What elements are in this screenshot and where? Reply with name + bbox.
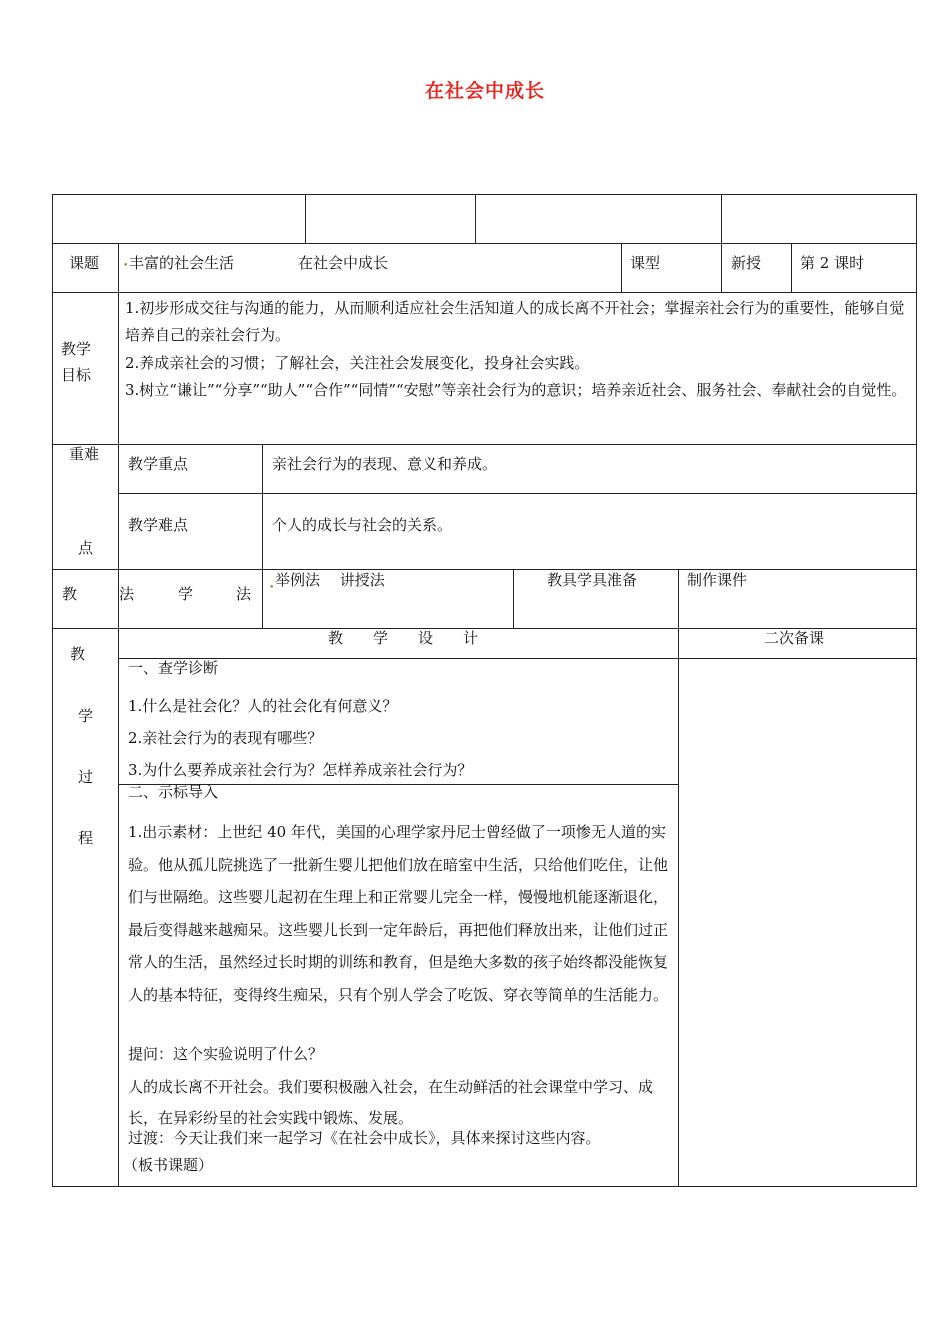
section1-item-2: 2.亲社会行为的表现有哪些？	[128, 729, 323, 747]
key-points-label-bottom: 点	[78, 539, 94, 557]
col-divider	[791, 243, 792, 292]
process-label-1: 教	[70, 645, 86, 663]
difficulty-text: 个人的成长与社会的关系。	[272, 516, 453, 534]
col-divider	[118, 243, 119, 1187]
col-divider	[262, 444, 263, 628]
focus-text: 亲社会行为的表现、意义和养成。	[272, 455, 498, 473]
section1-title: 一、查学诊断	[128, 659, 219, 677]
key-points-label-top: 重难	[69, 445, 100, 463]
row-divider	[118, 493, 916, 494]
col-divider	[513, 569, 514, 628]
process-label-4: 程	[78, 829, 94, 847]
col-divider	[475, 195, 476, 243]
tools-value: 制作课件	[687, 571, 748, 589]
lesson-name: 在社会中成长	[298, 254, 389, 272]
methods-label-2: 法	[119, 585, 135, 603]
objective-2: 2.养成亲社会的习惯；了解社会，关注社会发展变化，投身社会实践。	[125, 354, 590, 372]
objectives-label: 教学目标	[61, 340, 92, 384]
objective-3: 3.树立“谦让”“分享”“助人”“合作”“同情”“安慰”等亲社会行为的意识；培养亲近社会、服务社会、奉献社会的自觉性。	[125, 381, 907, 399]
section2-title: 二、示标导入	[128, 783, 219, 801]
methods-label-3: 学	[178, 585, 194, 603]
design-header: 教 学 设 计	[328, 629, 479, 647]
answer: 人的成长离不开社会。我们要积极融入社会，在生动鲜活的社会课堂中学习、成长，在异彩纷呈的社会实践中锻炼、发展。	[128, 1078, 654, 1127]
methods-label-4: 法	[236, 585, 252, 603]
marker-dot: •	[123, 261, 129, 271]
question: 提问：这个实验说明了什么？	[128, 1045, 324, 1063]
col-divider	[305, 195, 306, 243]
tools-label: 教具学具准备	[547, 571, 638, 589]
period-value: 第 2 课时	[800, 254, 865, 272]
board-note: （板书课题）	[123, 1156, 214, 1174]
methods-value: 举例法 讲授法	[275, 571, 385, 589]
type-value: 新授	[731, 254, 762, 272]
focus-label: 教学重点	[128, 455, 189, 473]
row-divider	[53, 444, 916, 445]
section2-material: 1.出示素材：上世纪 40 年代，美国的心理学家丹尼士曾经做了一项惨无人道的实验。他从孤儿院挑选了一批新生婴儿把他们放在暗室中生活，只给他们吃住，让他们与世隔绝。这些婴儿起初在生理上和正常婴儿完全一样，慢慢地机能逐渐退化，最后变得越来越痴呆。这些婴儿长到一定年龄后，再把他们释放出来，让他们过正常人的生活，虽然经过长时期的训练和教育，但是绝大多数的孩子始终都没能恢复人的基本特征，变得终生痴呆，只有个别人学会了吃饭、穿衣等简单的生活能力。	[128, 823, 669, 1004]
difficulty-label: 教学难点	[128, 516, 189, 534]
transition: 过渡：今天让我们来一起学习《在社会中成长》，具体来探讨这些内容。	[128, 1129, 601, 1147]
process-label-2: 学	[78, 707, 94, 725]
section1-item-1: 1.什么是社会化？人的社会化有何意义？	[128, 697, 398, 715]
subject-label: 课题	[69, 254, 100, 272]
page-title: 在社会中成长	[424, 80, 545, 102]
section1-item-3: 3.为什么要养成亲社会行为？怎样养成亲社会行为？	[128, 761, 473, 779]
lesson-plan-table	[52, 194, 917, 1187]
process-label-3: 过	[78, 768, 94, 786]
col-divider	[721, 195, 722, 292]
row-divider	[53, 243, 916, 244]
objective-1: 1.初步形成交往与沟通的能力，从而顺利适应社会生活知道人的成长离不开社会；掌握亲社会行为的重要性，能够自觉培养自己的亲社会行为。	[125, 299, 905, 344]
row-divider	[53, 292, 916, 293]
row-divider	[53, 569, 916, 570]
unit-name: 丰富的社会生活	[129, 254, 235, 272]
type-label: 课型	[630, 254, 661, 272]
second-prep-header: 二次备课	[764, 629, 825, 647]
col-divider	[678, 569, 679, 1187]
marker-dot: •	[269, 583, 275, 593]
col-divider	[621, 243, 622, 292]
methods-label-1: 教	[62, 585, 78, 603]
row-divider	[118, 658, 916, 659]
